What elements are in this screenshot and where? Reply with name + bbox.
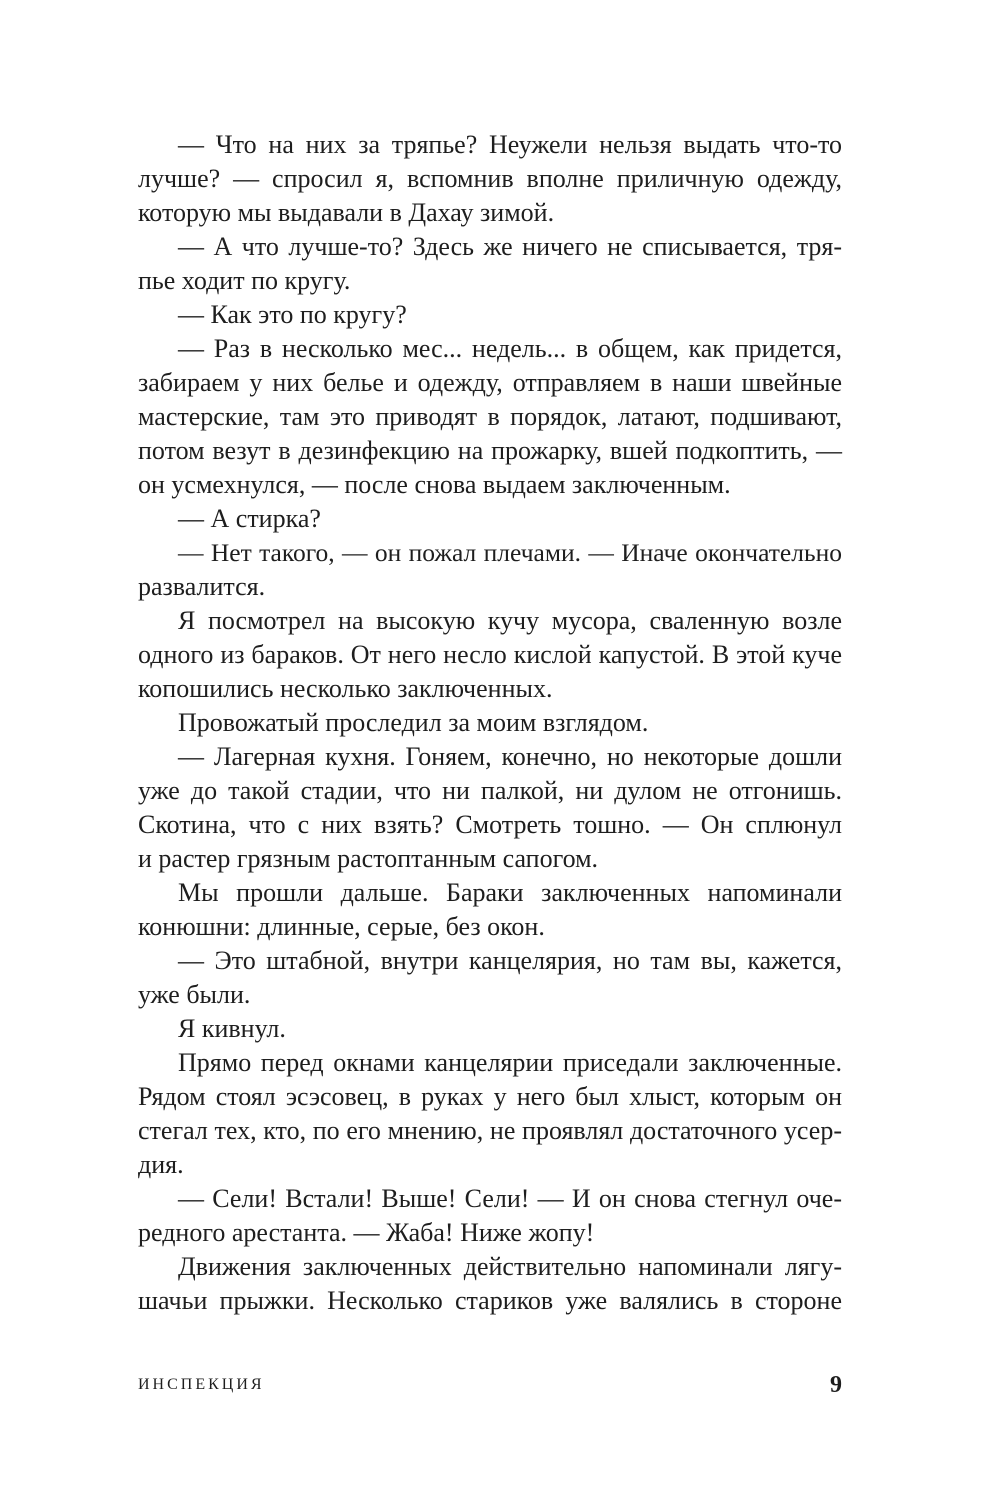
text-line: Рядом стоял эсэсовец, в руках у него был хлыст, которым он <box>138 1082 842 1111</box>
text-line: — Раз в несколько мес... недель... в общем, как придется, <box>178 334 842 363</box>
text-line: Мы прошли дальше. Бараки заключенных напоминали <box>178 878 842 907</box>
text-line: копошились несколько заключенных. <box>138 674 553 703</box>
text-line: — А что лучше-то? Здесь же ничего не списывается, тря- <box>178 232 842 261</box>
body-text <box>138 128 842 1318</box>
text-line: одного из бараков. От него несло кислой капустой. В этой куче <box>138 640 842 669</box>
text-line: — А стирка? <box>178 504 321 533</box>
text-line: стегал тех, кто, по его мнению, не проявлял достаточного усер- <box>138 1116 842 1145</box>
text-line: Я посмотрел на высокую кучу мусора, сваленную возле <box>178 606 842 635</box>
text-line: и растер грязным растоптанным сапогом. <box>138 844 599 873</box>
text-line: Я кивнул. <box>178 1014 286 1043</box>
text-line: — Что на них за тряпье? Неужели нельзя выдать что-то <box>178 130 842 159</box>
page-number: 9 <box>830 1372 842 1398</box>
text-line: дия. <box>138 1150 184 1179</box>
page-footer <box>138 1372 842 1402</box>
text-line: потом везут в дезинфекцию на прожарку, вшей подкоптить, — <box>138 436 842 465</box>
text-line: Движения заключенных действительно напоминали лягу- <box>178 1252 842 1281</box>
text-line: шачьи прыжки. Несколько стариков уже валялись в стороне <box>138 1286 842 1315</box>
text-line: конюшни: длинные, серые, без окон. <box>138 912 545 941</box>
text-line: уже до такой стадии, что ни палкой, ни дулом не отгонишь. <box>138 776 842 805</box>
text-line: — Как это по кругу? <box>178 300 407 329</box>
text-line: — Сели! Встали! Выше! Сели! — И он снова стегнул оче- <box>178 1184 842 1213</box>
text-line: развалится. <box>138 572 266 601</box>
text-line: уже были. <box>138 980 251 1009</box>
text-line: он усмехнулся, — после снова выдаем заключенным. <box>138 470 731 499</box>
text-line: Провожатый проследил за моим взглядом. <box>178 708 649 737</box>
text-line: — Лагерная кухня. Гоняем, конечно, но некоторые дошли <box>178 742 842 771</box>
text-line: редного арестанта. — Жаба! Ниже жопу! <box>138 1218 595 1247</box>
text-line: мастерские, там это приводят в порядок, латают, подшивают, <box>138 402 842 431</box>
running-head: ИНСПЕКЦИЯ <box>138 1376 265 1393</box>
text-line: Скотина, что с них взять? Смотреть тошно. — Он сплюнул <box>138 810 842 839</box>
text-line: — Это штабной, внутри канцелярия, но там вы, кажется, <box>178 946 842 975</box>
text-line: — Нет такого, — он пожал плечами. — Иначе окончательно <box>178 538 842 567</box>
text-line: пье ходит по кругу. <box>138 266 351 295</box>
text-line: которую мы выдавали в Дахау зимой. <box>138 198 555 227</box>
text-line: забираем у них белье и одежду, отправляем в наши швейные <box>138 368 842 397</box>
text-line: лучше? — спросил я, вспомнив вполне приличную одежду, <box>138 164 842 193</box>
text-line: Прямо перед окнами канцелярии приседали заключенные. <box>178 1048 842 1077</box>
